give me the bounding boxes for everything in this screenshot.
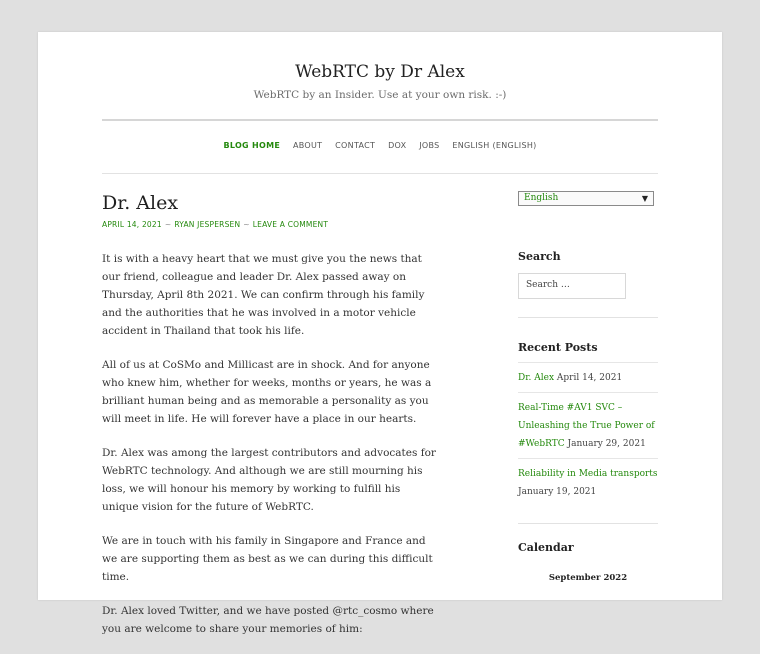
recent-post-date: January 29, 2021 [567,439,646,449]
post-content [102,250,437,654]
recent-post-link[interactable]: Real-Time #AV1 SVC – Unleashing the True Power of #WebRTC [518,403,655,449]
post-title[interactable]: Dr. Alex [102,192,179,214]
calendar-caption: September 2022 [548,573,628,583]
post-meta [102,220,328,229]
post-paragraph: We are in touch with his family in Singapore and France and we are supporting them as best as we can during this difficult time. [102,535,433,583]
nav-item-dox[interactable]: DOX [388,141,407,150]
list-item [518,362,658,392]
post-author[interactable]: RYAN JESPERSEN [174,220,241,229]
calendar-title: Calendar [518,541,574,554]
page [38,32,722,635]
search-widget-title: Search [518,250,561,263]
post-paragraph: Dr. Alex was among the largest contributors and advocates for WebRTC technology. And although we are still mourning his loss, we will honour his memory by working to fulfill his unique vision for the future of WebRTC. [102,447,436,513]
sidebar-divider [518,523,658,524]
post-paragraph: It is with a heavy heart that we must give you the news that our friend, colleague and leader Dr. Alex passed away on Thursday, April 8th 2021. We can confirm through his family and the authorities that he was involved in a motor vehicle accident in Thailand that took his life. [102,253,425,337]
site-description: WebRTC by an Insider. Use at your own risk. :-) [253,89,507,101]
meta-separator: ~ [164,220,172,229]
recent-posts-title: Recent Posts [518,341,598,354]
post-paragraph: All of us at CoSMo and Millicast are in shock. And for anyone who knew him, whether for weeks, months or years, he was a brilliant human being and as memorable a personality as you will meet in life. He will forever have a place in our hearts. [102,359,432,425]
list-item [518,458,658,506]
meta-separator: ~ [243,220,250,229]
recent-post-date: January 19, 2021 [518,487,597,497]
leave-comment-link[interactable]: LEAVE A COMMENT [252,220,329,229]
sidebar [518,191,658,583]
header-divider [102,119,658,121]
nav-item-contact[interactable]: CONTACT [335,141,376,150]
primary-nav [102,141,658,150]
nav-item-blog-home[interactable]: BLOG HOME [223,141,281,150]
list-item [518,392,658,458]
language-selected-value: English [524,193,559,203]
recent-post-date: April 14, 2021 [556,373,623,383]
recent-post-link[interactable]: Reliability in Media transports [518,469,658,479]
chevron-down-icon: ▼ [641,194,648,203]
nav-item-language[interactable]: ENGLISH (ENGLISH) [452,141,537,150]
recent-posts-list [518,362,658,506]
recent-post-link[interactable]: Dr. Alex [518,373,555,383]
post-paragraph: Dr. Alex loved Twitter, and we have posted @rtc_cosmo where you are welcome to share your memories of him: [102,605,434,635]
search-input[interactable]: Search … [518,273,626,299]
language-select[interactable] [518,191,654,206]
site-title[interactable]: WebRTC by Dr Alex [295,62,465,82]
nav-item-about[interactable]: ABOUT [292,141,323,150]
nav-divider [102,173,658,174]
nav-item-jobs[interactable]: JOBS [419,141,440,150]
post-date[interactable]: APRIL 14, 2021 [102,220,162,229]
sidebar-divider [518,317,658,318]
